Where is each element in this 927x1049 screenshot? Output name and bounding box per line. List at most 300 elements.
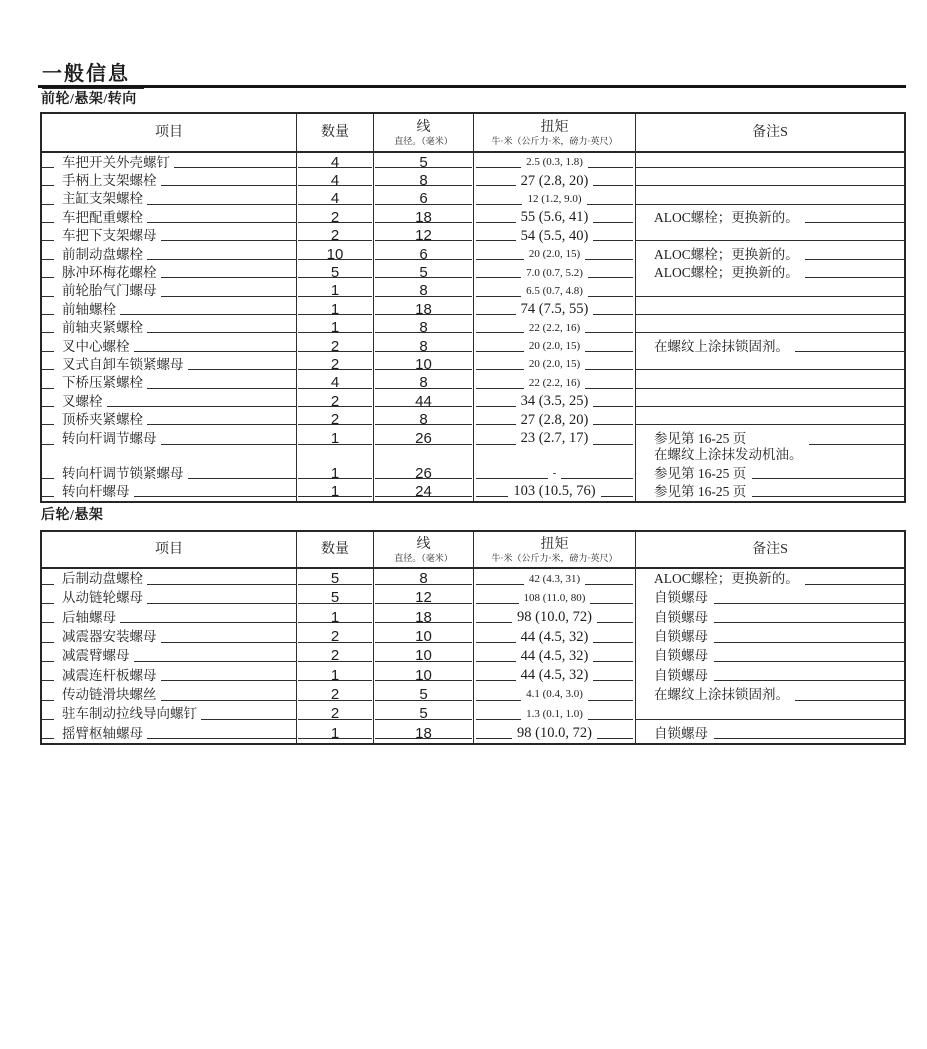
item-cell <box>42 374 296 392</box>
torque-cell <box>473 171 635 189</box>
leader-line <box>201 719 296 720</box>
leader-line <box>714 642 904 643</box>
torque-value: 7.0 (0.7, 5.2) <box>526 266 583 279</box>
table-row <box>42 588 904 607</box>
qty-cell: 1 <box>296 429 373 464</box>
leader-line <box>147 332 296 333</box>
torque-cell <box>473 723 635 742</box>
qty-cell: 1 <box>296 482 373 500</box>
leader-stub <box>42 277 54 278</box>
torque-cell <box>473 410 635 428</box>
leader-stub <box>42 259 54 260</box>
leader-line <box>597 738 633 739</box>
torque-cell <box>473 704 635 723</box>
torque-value: 20 (2.0, 15) <box>528 358 581 371</box>
table-row <box>42 227 904 245</box>
leader-line <box>585 369 633 370</box>
table-row <box>42 263 904 281</box>
torque-cell <box>473 263 635 281</box>
remark-cell <box>635 704 904 723</box>
torque-value: 1.3 (0.1, 1.0) <box>526 707 583 720</box>
table-row <box>42 392 904 410</box>
leader-line <box>588 700 633 701</box>
leader-line <box>805 222 904 223</box>
header-qty: 数量 <box>296 532 373 567</box>
leader-line <box>147 738 296 739</box>
torque-value: 98 (10.0, 72) <box>517 725 592 742</box>
remark-text: 自锁螺母 <box>654 725 708 741</box>
item-cell <box>42 153 296 171</box>
qty-cell: 5 <box>296 569 373 588</box>
torque-value: 103 (10.5, 76) <box>513 483 596 500</box>
leader-line <box>588 296 633 297</box>
qty-cell: 4 <box>296 153 373 171</box>
qty-cell: 4 <box>296 374 373 392</box>
torque-value: 42 (4.3, 31) <box>528 572 581 585</box>
item-label: 主缸支架螺栓 <box>62 191 143 207</box>
item-label: 转向杆螺母 <box>62 483 130 499</box>
torque-cell <box>473 665 635 684</box>
qty-cell: 4 <box>296 190 373 208</box>
remark-text: ALOC螺栓；更换新的。 <box>654 265 799 281</box>
remark-cell <box>635 646 904 665</box>
item-cell <box>42 410 296 428</box>
leader-stub <box>42 424 54 425</box>
leader-stub <box>42 738 54 739</box>
torque-cell <box>473 319 635 337</box>
torque-value: 98 (10.0, 72) <box>517 609 592 626</box>
leader-stub <box>42 296 54 297</box>
table-row <box>42 374 904 392</box>
qty-cell: 1 <box>296 319 373 337</box>
remark-cell <box>635 208 904 226</box>
leader-line <box>597 622 633 623</box>
leader-line <box>476 642 516 643</box>
item-label: 减震连杆板螺母 <box>62 667 157 683</box>
item-label: 前制动盘螺栓 <box>62 246 143 262</box>
leader-stub <box>42 388 54 389</box>
table-row <box>42 355 904 373</box>
item-label: 前轴夹紧螺栓 <box>62 320 143 336</box>
torque-value: 4.1 (0.4, 3.0) <box>526 688 583 701</box>
torque-value: 27 (2.8, 20) <box>520 411 589 428</box>
leader-stub <box>42 719 54 720</box>
leader-line <box>476 185 516 186</box>
diameter-cell: 18 <box>373 300 473 318</box>
leader-line <box>593 424 633 425</box>
item-label: 前轮胎气门螺母 <box>62 283 157 299</box>
leader-line <box>593 222 633 223</box>
leader-line <box>593 185 633 186</box>
item-label: 下桥压紧螺栓 <box>62 375 143 391</box>
header-torque-main: 扭矩 <box>540 119 569 135</box>
remark-cell <box>635 171 904 189</box>
diameter-cell: 10 <box>373 627 473 646</box>
leader-line <box>593 406 633 407</box>
table-row <box>42 410 904 428</box>
title-rule <box>38 85 906 88</box>
leader-line <box>636 332 904 333</box>
torque-cell <box>473 608 635 627</box>
item-label: 车把开关外壳螺钉 <box>62 154 170 170</box>
remark-cell <box>635 227 904 245</box>
header-item: 项目 <box>155 125 183 140</box>
table-row <box>42 337 904 355</box>
item-label: 摇臂枢轴螺母 <box>62 725 143 741</box>
qty-cell: 2 <box>296 627 373 646</box>
leader-line <box>585 584 633 585</box>
header-qty: 数量 <box>296 114 373 151</box>
diameter-cell: 18 <box>373 723 473 742</box>
remark-cell <box>635 282 904 300</box>
leader-line <box>805 277 904 278</box>
qty-cell: 2 <box>296 685 373 704</box>
leader-line <box>147 424 296 425</box>
leader-stub <box>42 680 54 681</box>
leader-line <box>188 369 297 370</box>
item-label: 叉式自卸车锁紧螺母 <box>62 356 184 372</box>
diameter-cell: 44 <box>373 392 473 410</box>
torque-value: 22 (2.2, 16) <box>528 321 581 334</box>
leader-line <box>795 351 904 352</box>
leader-line <box>752 478 904 479</box>
leader-line <box>147 222 296 223</box>
diameter-cell: 26 <box>373 429 473 464</box>
leader-line <box>561 478 633 479</box>
remark-line-1: 参见第 16-25 页 <box>654 430 747 446</box>
remark-text: 参见第 16-25 页 <box>654 465 747 481</box>
item-label: 后轴螺母 <box>62 609 116 625</box>
table-row <box>42 482 904 500</box>
item-label: 后制动盘螺栓 <box>62 571 143 587</box>
leader-stub <box>42 584 54 585</box>
qty-cell: 2 <box>296 337 373 355</box>
torque-cell <box>473 300 635 318</box>
leader-line <box>593 661 633 662</box>
qty-cell: 2 <box>296 227 373 245</box>
qty-cell: 1 <box>296 464 373 482</box>
leader-line <box>588 167 633 168</box>
diameter-cell: 5 <box>373 263 473 281</box>
header-torque-sub: 牛·米（公斤力·米，磅力·英尺） <box>491 552 618 563</box>
remark-cell <box>635 319 904 337</box>
leader-stub <box>42 661 54 662</box>
item-cell <box>42 608 296 627</box>
item-cell <box>42 429 296 464</box>
leader-line <box>636 314 904 315</box>
leader-line <box>476 369 524 370</box>
leader-line <box>636 424 904 425</box>
item-label: 转向杆调节锁紧螺母 <box>62 465 184 481</box>
table-body-rear <box>42 569 904 743</box>
leader-line <box>636 388 904 389</box>
leader-stub <box>42 444 54 445</box>
leader-stub <box>42 478 54 479</box>
leader-line <box>476 478 548 479</box>
leader-line <box>636 240 904 241</box>
leader-line <box>714 622 904 623</box>
remark-text: 自锁螺母 <box>654 648 708 664</box>
torque-value: 2.5 (0.3, 1.8) <box>526 156 583 169</box>
header-diameter-main: 线 <box>416 536 431 552</box>
leader-line <box>593 444 633 445</box>
table-row <box>42 153 904 171</box>
remark-cell <box>635 263 904 281</box>
table-row <box>42 646 904 665</box>
leader-line <box>134 351 297 352</box>
item-label: 传动链滑块螺丝 <box>62 686 157 702</box>
remark-cell <box>635 392 904 410</box>
torque-cell <box>473 190 635 208</box>
leader-stub <box>42 700 54 701</box>
header-remarks: 备注S <box>635 114 904 151</box>
leader-line <box>476 680 516 681</box>
remark-cell <box>635 608 904 627</box>
item-cell <box>42 482 296 500</box>
diameter-cell: 8 <box>373 282 473 300</box>
torque-value: 27 (2.8, 20) <box>520 172 589 189</box>
table-header-row <box>42 532 904 569</box>
leader-stub <box>42 642 54 643</box>
item-cell <box>42 263 296 281</box>
leader-line <box>161 240 297 241</box>
leader-stub <box>42 351 54 352</box>
torque-value: 20 (2.0, 15) <box>528 340 581 353</box>
leader-line <box>476 444 516 445</box>
leader-stub <box>42 222 54 223</box>
torque-cell <box>473 569 635 588</box>
section-label-front: 前轮/悬架/转向 <box>41 92 137 107</box>
leader-stub <box>42 204 54 205</box>
qty-cell: 10 <box>296 245 373 263</box>
header-diameter-main: 线 <box>416 119 431 135</box>
torque-cell <box>473 685 635 704</box>
remark-cell <box>635 429 904 464</box>
table-row <box>42 282 904 300</box>
leader-line <box>476 204 522 205</box>
leader-line <box>107 406 297 407</box>
page-title: 一般信息 <box>42 57 144 89</box>
item-cell <box>42 190 296 208</box>
leader-stub <box>42 240 54 241</box>
table-row <box>42 464 904 482</box>
leader-line <box>476 700 521 701</box>
item-cell <box>42 282 296 300</box>
remark-cell <box>635 300 904 318</box>
diameter-cell: 5 <box>373 704 473 723</box>
torque-value: 12 (1.2, 9.0) <box>527 192 582 205</box>
leader-line <box>588 277 633 278</box>
torque-value: 22 (2.2, 16) <box>528 376 581 389</box>
table-row <box>42 665 904 684</box>
diameter-cell: 24 <box>373 482 473 500</box>
remark-cell <box>635 355 904 373</box>
torque-value: 44 (4.5, 32) <box>520 667 589 684</box>
item-cell <box>42 355 296 373</box>
remark-text: 参见第 16-25 页 <box>654 483 747 499</box>
qty-cell: 1 <box>296 608 373 627</box>
section-rear-wheel <box>40 507 906 745</box>
item-cell <box>42 569 296 588</box>
torque-cell <box>473 627 635 646</box>
item-label: 减震器安装螺母 <box>62 629 157 645</box>
diameter-cell: 8 <box>373 569 473 588</box>
leader-line <box>585 388 633 389</box>
leader-line <box>476 738 512 739</box>
remark-line-2: 在螺纹上涂抹发动机油。 <box>654 446 803 462</box>
leader-stub <box>42 185 54 186</box>
leader-line <box>752 496 904 497</box>
section-front-wheel <box>40 91 906 503</box>
leader-line <box>476 661 516 662</box>
torque-cell <box>473 646 635 665</box>
torque-cell <box>473 464 635 482</box>
remark-cell <box>635 245 904 263</box>
item-cell <box>42 646 296 665</box>
torque-cell <box>473 282 635 300</box>
leader-line <box>588 719 633 720</box>
leader-line <box>134 661 297 662</box>
qty-cell: 2 <box>296 392 373 410</box>
torque-cell <box>473 337 635 355</box>
remark-cell <box>635 410 904 428</box>
item-label: 减震臂螺母 <box>62 648 130 664</box>
leader-line <box>476 424 516 425</box>
qty-cell: 2 <box>296 646 373 665</box>
table-row <box>42 704 904 723</box>
remark-cell <box>635 569 904 588</box>
leader-line <box>714 738 904 739</box>
leader-stub <box>42 406 54 407</box>
leader-stub <box>42 496 54 497</box>
item-cell <box>42 627 296 646</box>
remark-cell <box>635 665 904 684</box>
torque-value: 74 (7.5, 55) <box>520 301 589 318</box>
remark-text: ALOC螺栓；更换新的。 <box>654 571 799 587</box>
section-label-rear: 后轮/悬架 <box>41 508 104 523</box>
table-row <box>42 429 904 464</box>
qty-cell: 1 <box>296 665 373 684</box>
qty-cell: 2 <box>296 410 373 428</box>
leader-stub <box>42 167 54 168</box>
qty-cell: 5 <box>296 263 373 281</box>
header-torque-main: 扭矩 <box>540 536 569 552</box>
qty-cell: 1 <box>296 723 373 742</box>
remark-text: 在螺纹上涂抹锁固剂。 <box>654 338 789 354</box>
table-row <box>42 190 904 208</box>
leader-line <box>476 388 524 389</box>
item-label: 从动链轮螺母 <box>62 590 143 606</box>
leader-line <box>585 332 633 333</box>
leader-stub <box>42 622 54 623</box>
leader-line <box>809 444 905 445</box>
item-label: 脉冲环梅花螺栓 <box>62 265 157 281</box>
item-cell <box>42 704 296 723</box>
remark-cell <box>635 723 904 742</box>
leader-line <box>585 351 633 352</box>
diameter-cell: 8 <box>373 319 473 337</box>
table-header-row <box>42 114 904 153</box>
leader-line <box>476 622 512 623</box>
remark-cell <box>635 374 904 392</box>
item-cell <box>42 588 296 607</box>
diameter-cell: 12 <box>373 588 473 607</box>
diameter-cell: 8 <box>373 171 473 189</box>
leader-line <box>476 719 521 720</box>
diameter-cell: 10 <box>373 355 473 373</box>
item-label: 叉螺栓 <box>62 393 103 409</box>
leader-line <box>585 259 633 260</box>
torque-cell <box>473 482 635 500</box>
leader-stub <box>42 314 54 315</box>
remark-text: 自锁螺母 <box>654 590 708 606</box>
leader-line <box>636 369 904 370</box>
diameter-cell: 26 <box>373 464 473 482</box>
item-label: 叉中心螺栓 <box>62 338 130 354</box>
remark-cell <box>635 464 904 482</box>
header-diameter-sub: 直径。（毫米） <box>394 135 453 146</box>
torque-table-rear <box>40 530 906 745</box>
item-cell <box>42 319 296 337</box>
leader-line <box>147 603 296 604</box>
qty-cell: 4 <box>296 171 373 189</box>
remark-cell <box>635 153 904 171</box>
torque-cell <box>473 588 635 607</box>
leader-line <box>593 642 633 643</box>
item-cell <box>42 723 296 742</box>
header-diameter-sub: 直径。（毫米） <box>394 552 453 563</box>
remark-cell <box>635 337 904 355</box>
leader-line <box>587 204 633 205</box>
leader-line <box>590 603 633 604</box>
leader-line <box>120 314 296 315</box>
leader-line <box>476 167 521 168</box>
header-diameter <box>373 532 473 567</box>
remark-cell <box>635 190 904 208</box>
item-label: 车把配重螺栓 <box>62 209 143 225</box>
remark-cell <box>635 588 904 607</box>
leader-line <box>134 496 297 497</box>
leader-line <box>476 277 521 278</box>
torque-cell <box>473 227 635 245</box>
leader-line <box>161 444 297 445</box>
diameter-cell: 10 <box>373 646 473 665</box>
leader-line <box>593 240 633 241</box>
item-cell <box>42 208 296 226</box>
leader-line <box>147 204 296 205</box>
leader-line <box>593 680 633 681</box>
leader-line <box>636 406 904 407</box>
header-item: 项目 <box>155 542 183 557</box>
torque-value: 54 (5.5, 40) <box>520 227 589 244</box>
leader-line <box>476 222 516 223</box>
leader-line <box>161 680 297 681</box>
table-row <box>42 685 904 704</box>
header-remarks: 备注S <box>635 532 904 567</box>
leader-line <box>161 642 297 643</box>
qty-cell: 2 <box>296 208 373 226</box>
leader-line <box>161 185 297 186</box>
torque-cell <box>473 355 635 373</box>
leader-line <box>147 259 296 260</box>
leader-line <box>476 332 524 333</box>
table-row <box>42 627 904 646</box>
torque-table-front <box>40 112 906 503</box>
torque-value: 23 (2.7, 17) <box>520 429 589 446</box>
leader-stub <box>42 603 54 604</box>
item-cell <box>42 685 296 704</box>
leader-stub <box>42 332 54 333</box>
